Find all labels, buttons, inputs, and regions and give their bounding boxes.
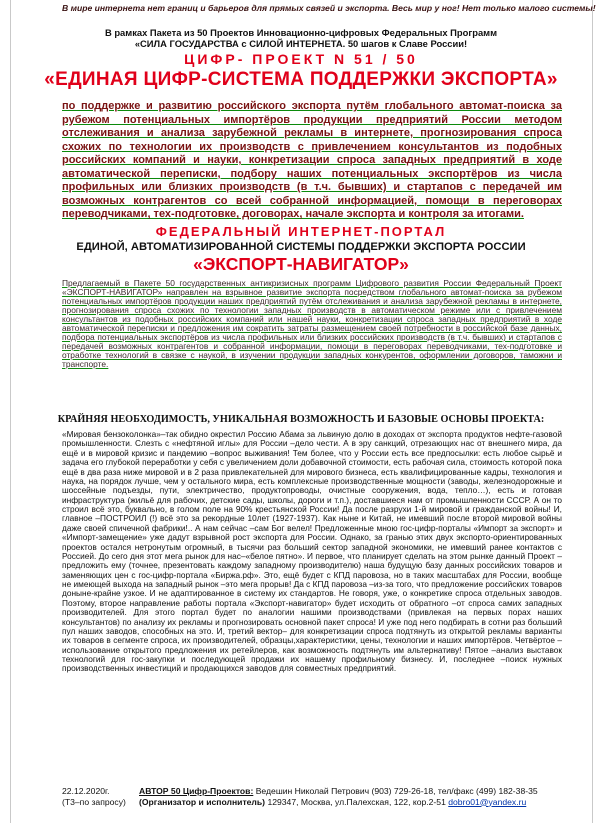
footer-author-block [139, 786, 579, 807]
intro-block [0, 27, 602, 49]
subtitle: по поддержке и развитию российского экспорта путём глобального автомат-поиска за рубежом потенциальных импортёров продукции предприятий России методом отслеживания и анализа зарубежной рекламы в интернете, прогнозирования спроса схожих по технологии их производств с привлечением консультантов из подобных российских компаний и науки, конкретизации спроса западных предприятий в ходе автоматической переписки, подбору наших потенциальных экспортёров из числа профильных или близких производств (в т.ч. бывших) и стартапов с передачей им возможных контрагентов со всей собранной информацией, помощи в переговорах переводчиками, тех-подготовке, договорах, начале экспорта и контроля за итогами. [62, 100, 562, 221]
footer-date-block [62, 786, 126, 807]
body-text: «Мировая бензоколонка»–так обидно окрестил Россию Абама за львиную долю в доходах от экспорта продуктов нефте-газовой промышленности. Слезть с «нефтяной иглы» для России –дело чести. А в эру санкций, отрезающих нас от внешнего мира, да ещё и в мировой кризис и пандемию –вопрос выживания! Тем более, что у России есть все предпосылки: есть любое сырьё и задача его глубокой переработки у себя с увеличением доли добавочной стоимости, есть рабочая сила, стоимость которой пока ещё в два раза ниже мировой и в 2 раза привлекательней для мирового бизнеса, есть квалифицированные кадры, технология и наука, на порядок лучше, чем у остального мира, есть комплексные производственные мощности (заводы, железнодорожные и шоссейные подъезды, пути, электричество, продуктопроводы, очистные сооружения, вода, тепло…), есть и готовая инфраструктура (жильё для рабочих, детские сады, школы, дороги и т.п.), доставшиеся нам от промышленности СССР. А он то строил всё это, буквально, в голом поле на 90% крестьянской России! Да после разрухи 1-й мировой и гражданской войны! И, главное –ПОСТРОИЛ (!) всё это за рекордные 10лет (1927-1937). Как ныне и Китай, не имевший после второй мировой войны даже своей спичечной фабрики!.. А нам сейчас –сам Бог велел! Предложенные мною гос-цифр-порталы «Импорт за экспорт» и «Импорт-замещение» уже дадут взрывной рост экспорта для России. Однако, за гранью этих двух экспорто-ориентированных проектов остался нетронутым огромный, в тысячи раз больший сектор западной экономики, не имевший ранее контактов с Россией. До сего дня этот мега рынок для нас–«белое пятно». И первое, что планирует сделать на этом рынке данный Проект –предложить ему (точнее, презентовать каждому западному производителю) наша будущую базу данных российских товаров и заменяющих цен с гос-цифр-портала «Биржа.рф». Это, ещё будет с КПД паровоза, но в таких масштабах для России, вообще не имеющей выхода на западный рынок –это мега прорыв! Да с КПД паровоза –из-за того, что предложение российских товаров доныне-крайне узкое. И не адаптированное в систему их стандартов. Не говоря, уже, о конкретике спроса отдельных заводов. Поэтому, второе направление работы портала «Экспорт-навигатор» будет исходить от обратного –от спроса самих западных производителей. Для этого портал будет по аналогии нашими производствами (привлекая на первых порах наших консультантов) по анализу их рекламы и прогнозировать основной пакет спроса! И уже под него подбирать в сотни раз больший пул наших заводов, способных на это. И, третий вектор– для конкретизации спроса подтянуть из открытой рекламы варианты их товаров в сегменте спроса, их производителей, образцы,характеристики, цены, технологии и наших импортёров. Четвёртое –использование открытого предложения их ретейлеров, как возможность подтянуть им альтернативу! Пятое –анализ выставок технологий для гос-закупки и последующей продажи их нашему профильному бизнесу. И, последнее –поиск нужных производственных инвестиций и продающихся заводов для совместных предприятий. [62, 429, 562, 674]
intro-line-2: «СИЛА ГОСУДАРСТВА с СИЛОЙ ИНТЕРНЕТА. 50 шагов к Славе России! [134, 38, 468, 49]
author-name: Ведешин Николай Петрович [255, 786, 370, 796]
footer-date: 22.12.2020г. [62, 786, 110, 796]
footer-note: (Т3–по запросу) [62, 796, 126, 807]
main-title: «ЕДИНАЯ ЦИФР-СИСТЕМА ПОДДЕРЖКИ ЭКСПОРТА» [44, 69, 558, 90]
description-paragraph: Предлагаемый в Пакете 50 государственных антикризисных программ Цифрового развития России Федеральный Проект «ЭКСПОРТ-НАВИГАТОР» направлен на взрывное развитие экспорта посредством глобального автомат-поиска за рубежом потенциальных импортёров продукции наших предприятий путём отслеживания и анализа зарубежной рекламы в интернете, прогнозирования спроса схожих по технологии западных производств в автоматическом режиме или с привлечением консультантов из подобных российских компаний или нашей науки, конкретизации спроса западных предприятий в ходе автоматической переписки и предложения им сократить затраты размещением своей потребности в российской базе данных, подбора потенциальных экспортёров из числа профильных или близких российских производств (в т.ч. бывших) и стартапов с передачей возможных контрагентов и собранной информации, помощи в переговорах переводчиками, тех-подготовке и отработке технологий в связке с наукой, в изучении продукции западных конкурентов, оформлении договоров, таможни и транспорте. [62, 278, 562, 369]
motto-line: В мире интернета нет границ и барьеров для прямых связей и экспорта. Весь мир у ног! Нет только малого системы! [62, 3, 596, 13]
section-title: КРАЙНЯЯ НЕОБХОДИМОСТЬ, УНИКАЛЬНАЯ ВОЗМОЖНОСТЬ И БАЗОВЫЕ ОСНОВЫ ПРОЕКТА: [57, 414, 545, 425]
author-email-link[interactable]: dobro01@yandex.ru [448, 796, 527, 807]
author-address: 129347, Москва, ул.Палехская, 122, кор.2-51 [267, 796, 446, 807]
portal-name: «ЭКСПОРТ-НАВИГАТОР» [193, 254, 409, 274]
portal-heading: ФЕДЕРАЛЬНЫЙ ИНТЕРНЕТ-ПОРТАЛ [155, 224, 447, 239]
author-phones: (903) 729-26-18, тел/факс (499) 182-38-35 [371, 786, 538, 796]
org-label: (Организатор и исполнитель) [139, 796, 266, 807]
intro-line-1: В рамках Пакета из 50 Проектов Инновационно-цифровых Федеральных Программ [104, 27, 498, 38]
portal-subheading: ЕДИНОЙ, АВТОМАТИЗИРОВАННОЙ СИСТЕМЫ ПОДДЕРЖКИ ЭКСПОРТА РОССИИ [76, 241, 526, 253]
project-code: ЦИФР- ПРОЕКТ N 51 / 50 [184, 51, 418, 67]
author-label: АВТОР 50 Цифр-Проектов: [139, 786, 254, 796]
